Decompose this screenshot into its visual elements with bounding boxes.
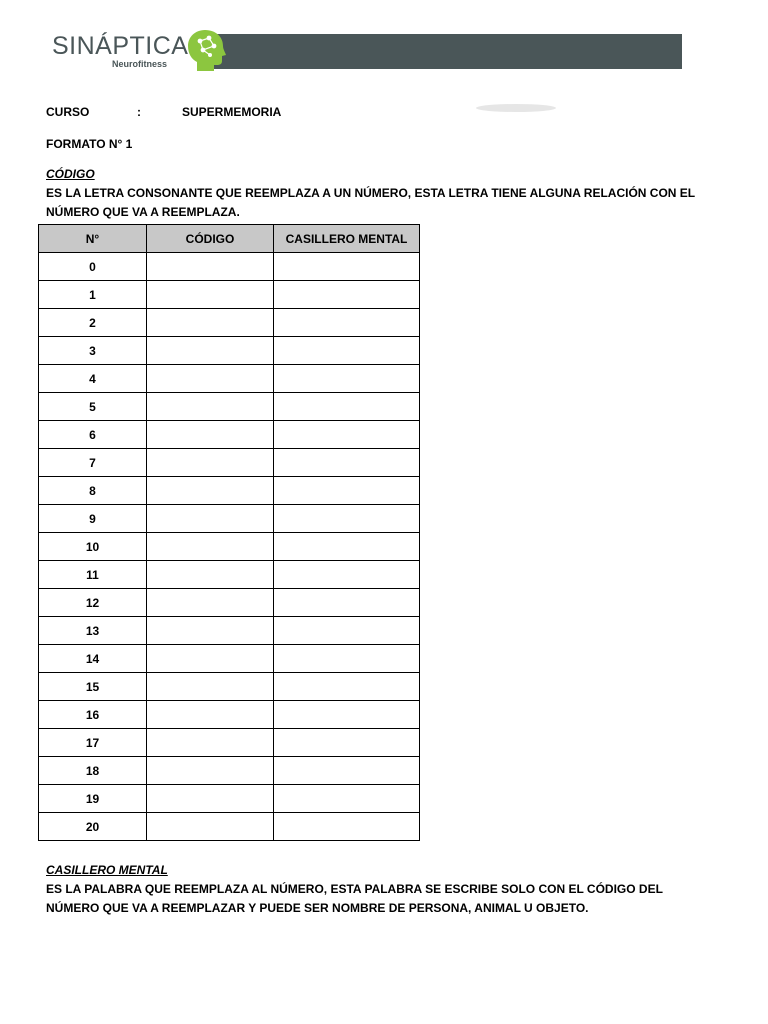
row-number: 3: [39, 337, 147, 365]
codigo-cell[interactable]: [147, 253, 274, 281]
casillero-definition-line1: ES LA PALABRA QUE REEMPLAZA AL NÚMERO, ESTA PALABRA SE ESCRIBE SOLO CON EL CÓDIGO DEL: [46, 882, 663, 896]
casillero-mental-cell[interactable]: [274, 729, 420, 757]
table-row: [39, 253, 420, 281]
table-row: [39, 505, 420, 533]
codigo-definition-line1: ES LA LETRA CONSONANTE QUE REEMPLAZA A UN NÚMERO, ESTA LETRA TIENE ALGUNA RELACIÓN CON EL: [46, 186, 696, 200]
table-row: [39, 477, 420, 505]
casillero-mental-cell[interactable]: [274, 449, 420, 477]
codigo-cell[interactable]: [147, 449, 274, 477]
scan-smudge: [476, 104, 556, 112]
curso-value: SUPERMEMORIA: [182, 105, 282, 119]
casillero-mental-cell[interactable]: [274, 617, 420, 645]
logo-subtitle: Neurofitness: [112, 59, 168, 69]
casillero-mental-cell[interactable]: [274, 645, 420, 673]
casillero-mental-cell[interactable]: [274, 813, 420, 841]
formato-number: FORMATO N° 1: [46, 137, 133, 151]
codigo-cell[interactable]: [147, 505, 274, 533]
codigo-cell[interactable]: [147, 309, 274, 337]
row-number: 19: [39, 785, 147, 813]
row-number: 0: [39, 253, 147, 281]
table-row: [39, 589, 420, 617]
row-number: 16: [39, 701, 147, 729]
brain-head-icon: [185, 28, 227, 72]
codigo-cell[interactable]: [147, 617, 274, 645]
row-number: 5: [39, 393, 147, 421]
table-row: [39, 337, 420, 365]
row-number: 18: [39, 757, 147, 785]
casillero-mental-cell[interactable]: [274, 477, 420, 505]
company-logo: [50, 28, 230, 76]
casillero-mental-cell[interactable]: [274, 533, 420, 561]
header-casillero-mental: CASILLERO MENTAL: [274, 225, 420, 253]
row-number: 13: [39, 617, 147, 645]
codigo-cell[interactable]: [147, 477, 274, 505]
codigo-cell[interactable]: [147, 561, 274, 589]
codigo-cell[interactable]: [147, 281, 274, 309]
casillero-mental-cell[interactable]: [274, 393, 420, 421]
header-number: N°: [39, 225, 147, 253]
codigo-cell[interactable]: [147, 701, 274, 729]
row-number: 6: [39, 421, 147, 449]
table-row: [39, 421, 420, 449]
row-number: 8: [39, 477, 147, 505]
casillero-mental-cell[interactable]: [274, 505, 420, 533]
row-number: 20: [39, 813, 147, 841]
table-row: [39, 757, 420, 785]
casillero-mental-cell[interactable]: [274, 281, 420, 309]
row-number: 1: [39, 281, 147, 309]
row-number: 7: [39, 449, 147, 477]
codigo-cell[interactable]: [147, 421, 274, 449]
casillero-mental-cell[interactable]: [274, 673, 420, 701]
casillero-mental-cell[interactable]: [274, 785, 420, 813]
codigo-cell[interactable]: [147, 729, 274, 757]
table-body: [39, 253, 420, 841]
table-row: [39, 309, 420, 337]
row-number: 17: [39, 729, 147, 757]
casillero-mental-cell[interactable]: [274, 309, 420, 337]
row-number: 9: [39, 505, 147, 533]
codigo-cell[interactable]: [147, 337, 274, 365]
casillero-mental-cell[interactable]: [274, 561, 420, 589]
casillero-mental-cell[interactable]: [274, 421, 420, 449]
table-row: [39, 561, 420, 589]
codigo-cell[interactable]: [147, 813, 274, 841]
table-row: [39, 617, 420, 645]
row-number: 14: [39, 645, 147, 673]
table-row: [39, 701, 420, 729]
memory-code-table: [38, 224, 420, 841]
header-band: [201, 34, 682, 69]
curso-colon: :: [137, 105, 141, 119]
row-number: 10: [39, 533, 147, 561]
row-number: 2: [39, 309, 147, 337]
table-row: [39, 393, 420, 421]
curso-label: CURSO: [46, 105, 90, 119]
casillero-heading: CASILLERO MENTAL: [46, 863, 168, 877]
codigo-cell[interactable]: [147, 673, 274, 701]
row-number: 11: [39, 561, 147, 589]
header-codigo: CÓDIGO: [147, 225, 274, 253]
codigo-cell[interactable]: [147, 785, 274, 813]
codigo-cell[interactable]: [147, 393, 274, 421]
casillero-mental-cell[interactable]: [274, 253, 420, 281]
table-row: [39, 645, 420, 673]
table-row: [39, 673, 420, 701]
row-number: 15: [39, 673, 147, 701]
table-row: [39, 533, 420, 561]
codigo-cell[interactable]: [147, 533, 274, 561]
row-number: 12: [39, 589, 147, 617]
casillero-mental-cell[interactable]: [274, 365, 420, 393]
casillero-definition-line2: NÚMERO QUE VA A REEMPLAZAR Y PUEDE SER NOMBRE DE PERSONA, ANIMAL U OBJETO.: [46, 901, 589, 915]
table-row: [39, 729, 420, 757]
casillero-mental-cell[interactable]: [274, 337, 420, 365]
table-header-row: [39, 225, 420, 253]
casillero-mental-cell[interactable]: [274, 757, 420, 785]
codigo-heading: CÓDIGO: [46, 167, 95, 181]
table-row: [39, 449, 420, 477]
logo-wordmark: SINÁPTICA: [52, 32, 189, 60]
row-number: 4: [39, 365, 147, 393]
casillero-mental-cell[interactable]: [274, 701, 420, 729]
table-row: [39, 785, 420, 813]
casillero-mental-cell[interactable]: [274, 589, 420, 617]
codigo-cell[interactable]: [147, 645, 274, 673]
codigo-cell[interactable]: [147, 365, 274, 393]
table-row: [39, 813, 420, 841]
codigo-cell[interactable]: [147, 589, 274, 617]
codigo-cell[interactable]: [147, 757, 274, 785]
table-row: [39, 365, 420, 393]
table-row: [39, 281, 420, 309]
codigo-definition-line2: NÚMERO QUE VA A REEMPLAZA.: [46, 205, 240, 219]
